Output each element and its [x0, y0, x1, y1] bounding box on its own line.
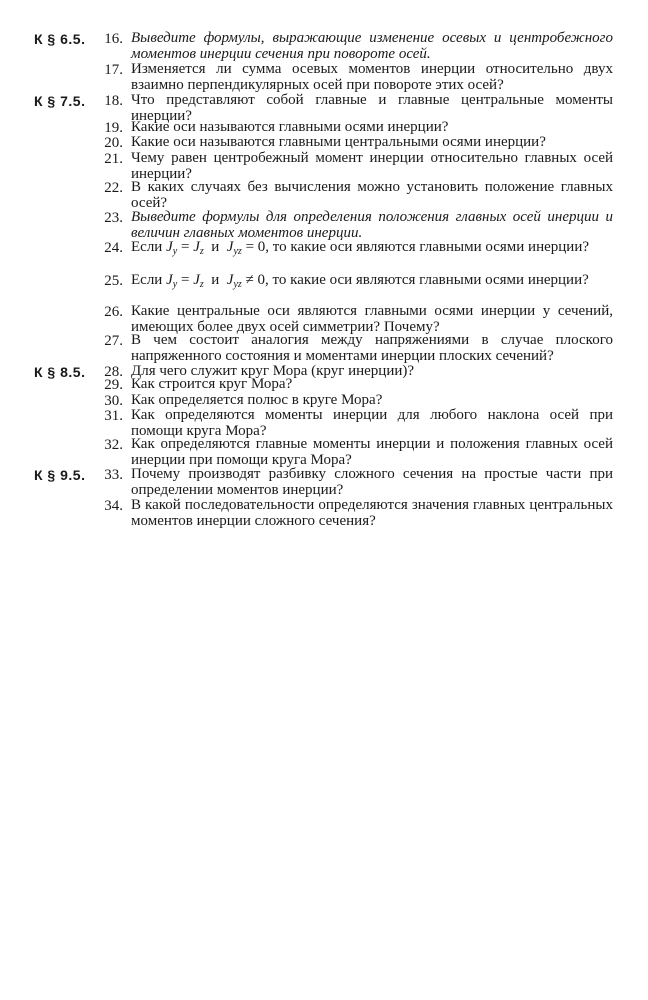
question-text: Выведите формулы для определения положения главных осей инерции и величин главных моментов инерции. — [131, 209, 613, 241]
section-ref: К § 7.5. — [34, 93, 86, 109]
question-text — [131, 240, 613, 256]
formula-condition: = 0, — [245, 239, 270, 255]
question-text: Как строится круг Мора? — [131, 376, 293, 392]
question-number: 32. — [104, 437, 123, 453]
question-number: 22. — [104, 180, 123, 196]
formula: $J_{yz}$ — [226, 272, 242, 290]
question-text: Что представляют собой главные и главные центральные моменты инерции? — [131, 92, 613, 124]
formula-condition: ≠ 0, — [245, 272, 269, 288]
formula: $J_y = J_z$ — [166, 239, 204, 257]
question-conjunction: и — [211, 239, 220, 255]
question-text: Для чего служит круг Мора (круг инерции)? — [131, 363, 415, 379]
question-number: 33. — [104, 467, 123, 483]
formula: $J_y = J_z$ — [166, 272, 204, 290]
question-text: Какие оси называются главными осями инерции? — [131, 119, 449, 135]
section-ref: К § 9.5. — [34, 467, 86, 483]
question-tail: то какие оси являются главными осями инерции? — [272, 239, 590, 255]
question-number: 18. — [104, 93, 123, 109]
question-number: 19. — [104, 120, 123, 136]
question-number: 31. — [104, 408, 123, 424]
question-number: 24. — [104, 240, 123, 256]
question-conjunction: и — [211, 272, 220, 288]
question-number: 20. — [104, 135, 123, 151]
question-lead: Если — [131, 272, 163, 288]
section-ref: К § 8.5. — [34, 364, 86, 380]
question-text: Какие оси называются главными центральными осями инерции? — [131, 134, 546, 150]
question-text: В каких случаях без вычисления можно установить положение главных осей? — [131, 179, 613, 211]
question-number: 16. — [104, 31, 123, 47]
question-text: Чему равен центробежный момент инерции относительно главных осей инерции? — [131, 150, 613, 182]
question-text: Как определяются моменты инерции для любого наклона осей при помощи круга Мора? — [131, 407, 613, 439]
question-text: Как определяется полюс в круге Мора? — [131, 392, 383, 408]
question-number: 27. — [104, 333, 123, 349]
question-text: Почему производят разбивку сложного сечения на простые части при определении моментов инерции? — [131, 466, 613, 498]
question-tail: то какие оси являются главными осями инерции? — [272, 272, 589, 288]
question-text — [131, 273, 613, 289]
question-text: Как определяются главные моменты инерции и положения главных осей инерции при помощи круга Мора? — [131, 436, 613, 468]
formula: $J_{yz}$ — [226, 239, 242, 257]
question-number: 17. — [104, 62, 123, 78]
question-text: Выведите формулы, выражающие изменение осевых и центробежного моментов инерции сечения при повороте осей. — [131, 30, 613, 62]
question-text: В какой последовательности определяются значения главных центральных моментов инерции сложного сечения? — [131, 497, 613, 529]
question-text: Какие центральные оси являются главными осями инерции у сечений, имеющих более двух осей симметрии? Почему? — [131, 303, 613, 335]
question-number: 21. — [104, 151, 123, 167]
question-number: 28. — [104, 364, 123, 380]
question-number: 29. — [104, 377, 123, 393]
question-number: 26. — [104, 304, 123, 320]
section-ref: К § 6.5. — [34, 31, 86, 47]
question-number: 30. — [104, 393, 123, 409]
question-number: 34. — [104, 498, 123, 514]
question-text: В чем состоит аналогия между напряжениями в случае плоского напряженного состояния и моментами инерции плоских сечений? — [131, 332, 613, 364]
question-number: 25. — [104, 273, 123, 289]
question-number: 23. — [104, 210, 123, 226]
question-lead: Если — [131, 239, 163, 255]
question-text: Изменяется ли сумма осевых моментов инерции относительно двух взаимно перпендикулярных осей при повороте этих осей? — [131, 61, 613, 93]
